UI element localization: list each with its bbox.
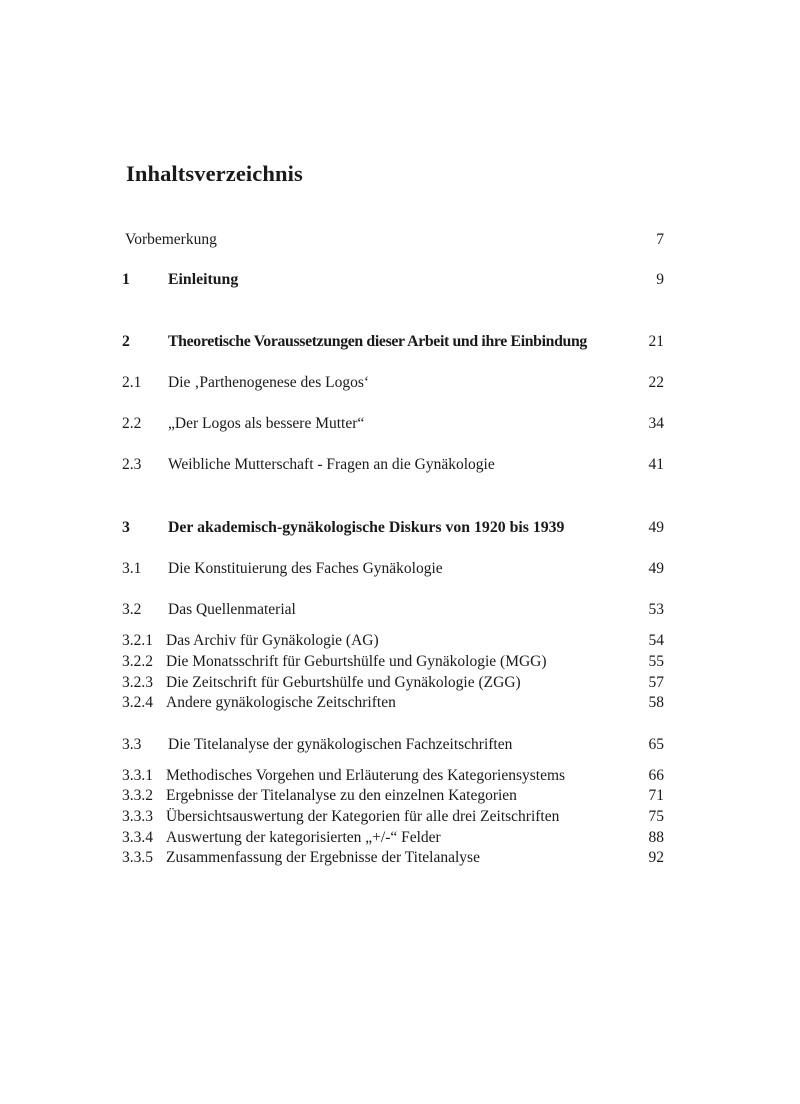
entry-page: 57	[648, 674, 664, 691]
toc-entry-2-2	[0, 414, 800, 434]
entry-title: Die Zeitschrift für Geburtshülfe und Gynäkologie (ZGG)	[166, 674, 521, 691]
toc-entry-3-3-1	[0, 766, 800, 786]
entry-page: 34	[648, 415, 664, 432]
entry-title: Andere gynäkologische Zeitschriften	[166, 694, 396, 711]
toc-entry-3-2-4	[0, 693, 800, 713]
entry-page: 55	[648, 653, 664, 670]
entry-page: 66	[648, 767, 664, 784]
toc-entry-2-3	[0, 455, 800, 475]
entry-page: 65	[648, 736, 664, 753]
entry-page: 49	[648, 560, 664, 577]
toc-entry-3-3-3	[0, 807, 800, 827]
entry-title: Zusammenfassung der Ergebnisse der Titelanalyse	[166, 849, 480, 866]
toc-entry-2-1	[0, 373, 800, 393]
toc-entry-3-3-2	[0, 786, 800, 806]
entry-title: „Der Logos als bessere Mutter“	[168, 415, 365, 432]
entry-title: Der akademisch-gynäkologische Diskurs von 1920 bis 1939	[168, 519, 565, 536]
entry-page: 22	[648, 374, 664, 391]
entry-title: Die Konstituierung des Faches Gynäkologie	[168, 560, 443, 577]
entry-page: 54	[648, 632, 664, 649]
entry-page: 21	[648, 333, 664, 350]
toc-entry-3-2-3	[0, 673, 800, 693]
entry-number: 3.2.4	[122, 694, 153, 711]
entry-number: 3	[122, 519, 130, 536]
entry-title: Übersichtsauswertung der Kategorien für alle drei Zeitschriften	[166, 808, 560, 825]
toc-entry-vorbemerkung	[0, 230, 800, 250]
entry-page: 49	[648, 519, 664, 536]
entry-title: Methodisches Vorgehen und Erläuterung des Kategoriensystems	[166, 767, 566, 784]
entry-number: 1	[122, 271, 130, 288]
entry-title: Auswertung der kategorisierten „+/-“ Felder	[166, 829, 441, 846]
entry-number: 3.3.2	[122, 787, 153, 804]
entry-title: Einleitung	[168, 271, 239, 288]
toc-entry-1	[0, 270, 800, 290]
entry-number: 2.2	[122, 415, 142, 432]
entry-page: 92	[648, 849, 664, 866]
entry-number: 3.3.3	[122, 808, 153, 825]
entry-number: 3.2.1	[122, 632, 153, 649]
entry-number: 2.3	[122, 456, 142, 473]
entry-number: 3.2.3	[122, 674, 153, 691]
toc-entry-3-1	[0, 559, 800, 579]
toc-entry-2	[0, 332, 800, 352]
entry-number: 3.2.2	[122, 653, 153, 670]
entry-page: 9	[656, 271, 664, 288]
entry-page: 53	[648, 601, 664, 618]
entry-page: 88	[648, 829, 664, 846]
entry-number: 2.1	[122, 374, 142, 391]
toc-entry-3-3	[0, 735, 800, 755]
entry-title: Die Titelanalyse der gynäkologischen Fachzeitschriften	[168, 736, 513, 753]
entry-title: Weibliche Mutterschaft - Fragen an die Gynäkologie	[168, 456, 495, 473]
entry-number: 3.3.1	[122, 767, 153, 784]
entry-title: Die ‚Parthenogenese des Logos‘	[168, 374, 370, 391]
entry-title: Vorbemerkung	[125, 231, 217, 248]
entry-number: 3.2	[122, 601, 142, 618]
entry-number: 2	[122, 333, 130, 350]
entry-page: 58	[648, 694, 664, 711]
entry-number: 3.3	[122, 736, 142, 753]
entry-page: 71	[648, 787, 664, 804]
entry-page: 75	[648, 808, 664, 825]
entry-title: Theoretische Voraussetzungen dieser Arbeit und ihre Einbindung	[168, 333, 587, 350]
entry-number: 3.3.4	[122, 829, 153, 846]
entry-title: Das Quellenmaterial	[168, 601, 296, 618]
entry-number: 3.3.5	[122, 849, 153, 866]
entry-page: 7	[656, 231, 664, 248]
entry-title: Die Monatsschrift für Geburtshülfe und Gynäkologie (MGG)	[166, 653, 547, 670]
toc-entry-3	[0, 518, 800, 538]
entry-title: Das Archiv für Gynäkologie (AG)	[166, 632, 379, 649]
toc-entry-3-2	[0, 600, 800, 620]
toc-entry-3-3-4	[0, 828, 800, 848]
page-title: Inhaltsverzeichnis	[126, 161, 303, 186]
entry-number: 3.1	[122, 560, 142, 577]
entry-page: 41	[648, 456, 664, 473]
toc-entry-3-3-5	[0, 848, 800, 868]
toc-entry-3-2-1	[0, 631, 800, 651]
toc-entry-3-2-2	[0, 652, 800, 672]
entry-title: Ergebnisse der Titelanalyse zu den einzelnen Kategorien	[166, 787, 517, 804]
